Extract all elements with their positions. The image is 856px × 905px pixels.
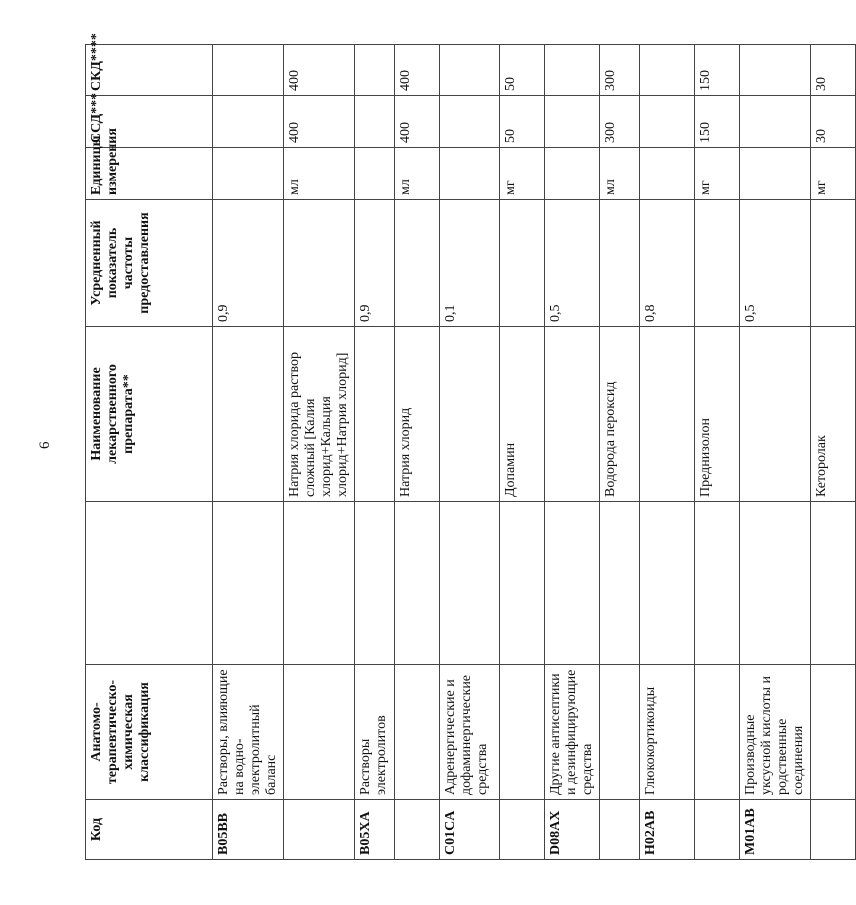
cell-unit [213,148,284,200]
cell-freq: 0,5 [740,200,811,327]
cell-ssd: 300 [600,96,640,148]
cell-blank [740,502,811,665]
cell-code [811,800,856,860]
table-row [213,45,284,860]
cell-unit [545,148,600,200]
drug-table [85,33,856,860]
header-drug: Наименование лекарственного препарата** [86,327,213,502]
cell-skd: 50 [500,45,545,96]
header-freq: Усредненный показатель частоты предоставления [86,200,213,327]
cell-freq [811,200,856,327]
rotated-table-container [85,33,829,860]
cell-blank [500,502,545,665]
cell-skd: 30 [811,45,856,96]
cell-atc [811,665,856,800]
cell-ssd [640,96,695,148]
cell-blank [213,502,284,665]
cell-drug [740,327,811,502]
cell-ssd: 150 [695,96,740,148]
cell-atc [695,665,740,800]
cell-unit [740,148,811,200]
cell-atc [600,665,640,800]
cell-drug [545,327,600,502]
cell-blank [695,502,740,665]
cell-skd: 300 [600,45,640,96]
cell-code: H02AB [640,800,695,860]
cell-skd [355,45,395,96]
cell-drug [440,327,500,502]
cell-ssd [545,96,600,148]
cell-code: B05BB [213,800,284,860]
cell-unit [640,148,695,200]
cell-skd [213,45,284,96]
cell-unit: мл [395,148,440,200]
cell-ssd [440,96,500,148]
cell-skd: 400 [284,45,355,96]
table-row [284,45,355,860]
cell-atc: Другие антисептики и дезинфицирующие средства [545,665,600,800]
header-blank [86,502,213,665]
cell-blank [284,502,355,665]
cell-atc: Производные уксусной кислоты и родственные соединения [740,665,811,800]
cell-code [500,800,545,860]
cell-unit: мл [600,148,640,200]
table-row [600,45,640,860]
cell-freq: 0,9 [213,200,284,327]
header-ssd: ССД*** [86,96,213,148]
cell-skd: 400 [395,45,440,96]
cell-skd: 150 [695,45,740,96]
cell-code [284,800,355,860]
cell-drug [213,327,284,502]
cell-freq [600,200,640,327]
cell-freq: 0,8 [640,200,695,327]
cell-ssd [355,96,395,148]
table-row [811,45,856,860]
table-body [213,45,856,860]
cell-blank [395,502,440,665]
cell-skd [740,45,811,96]
cell-skd [640,45,695,96]
header-code: Код [86,800,213,860]
cell-skd [545,45,600,96]
cell-atc: Глюкокортикоиды [640,665,695,800]
cell-unit: мг [695,148,740,200]
cell-freq [395,200,440,327]
cell-ssd: 400 [395,96,440,148]
cell-drug: Преднизолон [695,327,740,502]
cell-drug: Водорода пероксид [600,327,640,502]
cell-unit: мг [500,148,545,200]
cell-code [695,800,740,860]
cell-code [600,800,640,860]
header-skd: СКД**** [86,45,213,96]
table-row [395,45,440,860]
cell-atc: Адренергические и дофаминергические средства [440,665,500,800]
table-row [740,45,811,860]
cell-atc [284,665,355,800]
cell-code: D08AX [545,800,600,860]
table-row [500,45,545,860]
cell-unit [355,148,395,200]
cell-freq: 0,9 [355,200,395,327]
table-row [545,45,600,860]
header-atc: Анатомо-терапевтическо-химическая классификация [86,665,213,800]
cell-code [395,800,440,860]
cell-skd [440,45,500,96]
cell-freq: 0,5 [545,200,600,327]
cell-atc [395,665,440,800]
table-header-row [86,45,213,860]
page-number: 6 [37,441,53,449]
cell-blank [811,502,856,665]
cell-freq [695,200,740,327]
cell-blank [440,502,500,665]
cell-atc [500,665,545,800]
cell-blank [640,502,695,665]
cell-ssd: 50 [500,96,545,148]
cell-unit: мл [284,148,355,200]
table-row [695,45,740,860]
cell-drug: Кеторолак [811,327,856,502]
table-row [440,45,500,860]
cell-freq [284,200,355,327]
cell-drug: Натрия хлорида раствор сложный [Калия хлорид+Кальция хлорид+Натрия хлорид] [284,327,355,502]
cell-freq [500,200,545,327]
table-row [640,45,695,860]
cell-unit: мг [811,148,856,200]
cell-ssd: 400 [284,96,355,148]
cell-drug [640,327,695,502]
cell-ssd [213,96,284,148]
cell-code: B05XA [355,800,395,860]
cell-code: M01AB [740,800,811,860]
cell-atc: Растворы, влияющие на водно-электролитный баланс [213,665,284,800]
cell-ssd: 30 [811,96,856,148]
cell-code: C01CA [440,800,500,860]
cell-freq: 0,1 [440,200,500,327]
cell-unit [440,148,500,200]
cell-drug: Допамин [500,327,545,502]
cell-drug [355,327,395,502]
cell-ssd [740,96,811,148]
cell-blank [355,502,395,665]
cell-blank [600,502,640,665]
cell-blank [545,502,600,665]
cell-atc: Растворы электролитов [355,665,395,800]
table-row [355,45,395,860]
header-unit: Единицы измерения [86,148,213,200]
cell-drug: Натрия хлорид [395,327,440,502]
